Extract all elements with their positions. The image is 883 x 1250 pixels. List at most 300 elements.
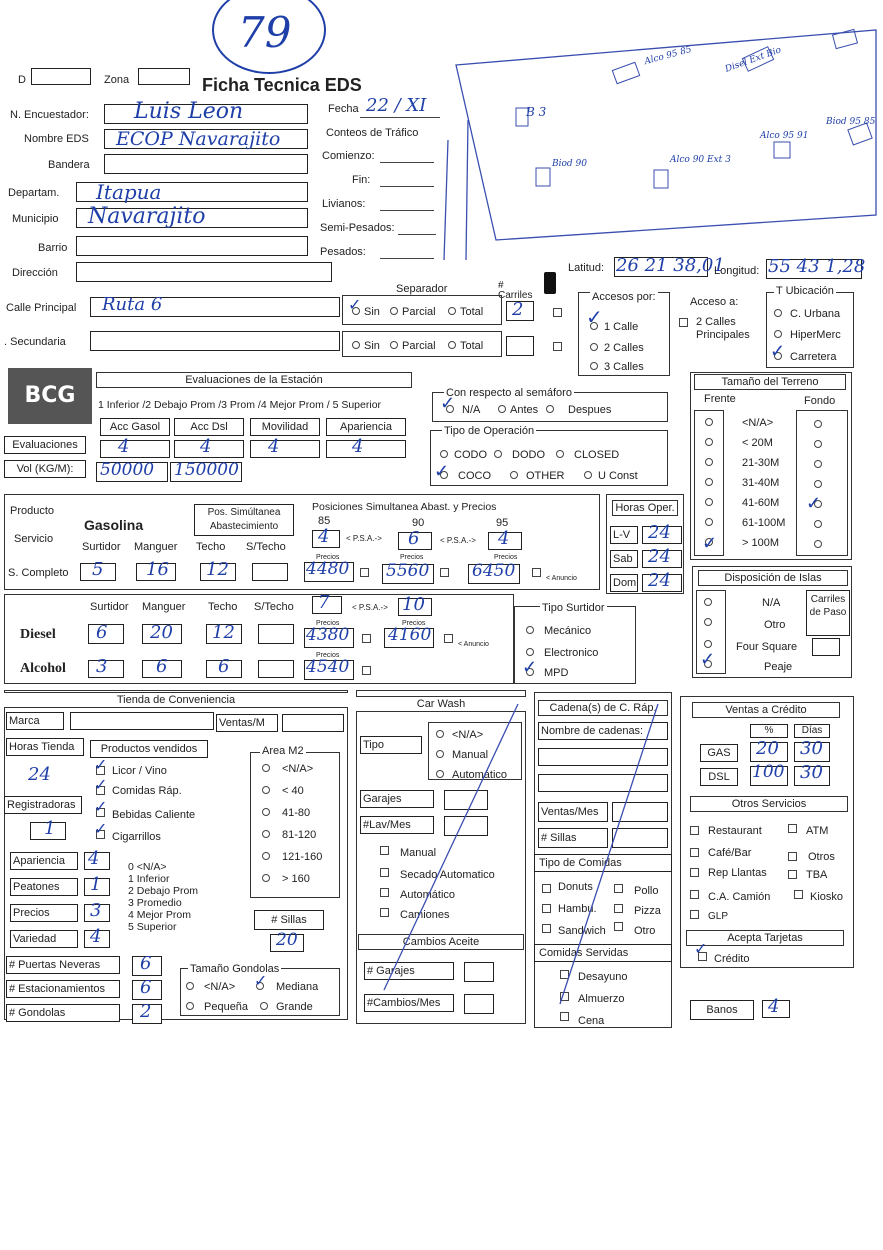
sillas-label: # Sillas — [254, 910, 324, 930]
gondolas-value: 2 — [140, 1001, 152, 1022]
credito-title: Ventas a Crédito — [692, 702, 840, 718]
horas-sab-label: Sab — [610, 550, 638, 568]
area-option-label: 121-160 — [282, 851, 323, 863]
alcohol-precio-value: 4540 — [306, 657, 350, 677]
terreno-fondo-radio[interactable] — [814, 440, 822, 448]
op-codo-radio[interactable] — [440, 450, 448, 458]
terreno-frente-radio[interactable] — [705, 518, 713, 526]
zona-field[interactable] — [138, 68, 190, 85]
cigarrillos-label: Cigarrillos — [112, 831, 161, 843]
acceso-2-label: 2 Calles — [604, 342, 644, 354]
op-dodo-label: DODO — [512, 449, 545, 461]
id-label: D — [18, 74, 26, 86]
escala-item: 3 Promedio — [128, 897, 182, 909]
evaluaciones-row-label: Evaluaciones — [4, 436, 86, 454]
pesados-label: Pesados: — [320, 246, 366, 258]
servicio-label: Servicio — [14, 533, 54, 545]
credito-dias-label: Días — [794, 724, 830, 738]
bandera-label: Bandera — [48, 159, 90, 171]
gas-precio-85-value: 4480 — [306, 559, 350, 579]
gondolas-label: # Gondolas — [6, 1004, 120, 1022]
escala-item: 4 Mejor Prom — [128, 909, 192, 921]
otros-title: Otros Servicios — [690, 796, 848, 812]
anuncio-label: < Anuncio — [546, 575, 577, 582]
terreno-frente-radio[interactable] — [705, 478, 713, 486]
eval-value-0[interactable] — [100, 436, 170, 458]
latitud-value: 26 21 38,01 — [616, 255, 725, 276]
gas-anuncio-95[interactable] — [532, 568, 541, 577]
operacion-title: Tipo de Operación — [444, 425, 535, 437]
credito-dsl-label: DSL — [700, 768, 738, 786]
variedad-value: 4 — [90, 926, 102, 947]
area-option-label: 81-120 — [282, 829, 317, 841]
area-radio[interactable] — [262, 852, 270, 860]
precios-label: Precios — [316, 620, 340, 627]
horas-dom-label: Dom — [610, 574, 638, 592]
diesel-manguer-col: Manguer — [142, 601, 186, 613]
ubic-urbana-label: C. Urbana — [790, 308, 841, 320]
cambios-garajes-label: # Garajes — [364, 962, 454, 980]
bebidas-label: Bebidas Caliente — [112, 809, 196, 821]
diesel-stecho-field[interactable] — [258, 624, 294, 644]
horas-lv-label: L-V — [610, 526, 638, 544]
scompleto-label: S. Completo — [8, 567, 69, 579]
terreno-frente-radio[interactable] — [705, 418, 713, 426]
cambios-title: Cambios Aceite — [358, 934, 524, 950]
surtidor-mec-radio[interactable] — [526, 626, 534, 634]
acceso-a-label: Acceso a: — [690, 296, 739, 308]
op-closed-radio[interactable] — [556, 450, 564, 458]
escala-item: 5 Superior — [128, 921, 177, 933]
camion-label: C.A. Camión — [708, 891, 771, 903]
fecha-value: 22 / XI — [366, 95, 427, 116]
terreno-option-label: 41-60M — [742, 497, 780, 509]
diesel-surtidor-value: 6 — [96, 622, 108, 643]
acceso-3-radio[interactable] — [590, 362, 598, 370]
sep2-parcial-radio[interactable] — [390, 341, 398, 349]
op-codo-label: CODO — [454, 449, 487, 461]
estac-label: # Estacionamientos — [6, 980, 120, 998]
donuts-label: Donuts — [558, 881, 593, 893]
sep-total-label: Total — [460, 306, 484, 318]
precios-label: Precios — [316, 652, 340, 659]
precios-label: Precios — [316, 554, 340, 561]
livianos-label: Livianos: — [322, 198, 366, 210]
pos-sim-box: Pos. Simúltanea Abastecimiento — [194, 504, 294, 536]
tam-pequena-radio[interactable] — [186, 1002, 194, 1010]
terreno-option-label: 21-30M — [742, 457, 780, 469]
cw-auto-label: Automático — [452, 769, 508, 781]
carwash-title: Car Wash — [356, 696, 526, 712]
cadena-tipo-label: Tipo de Comidas — [534, 854, 672, 872]
otros-label: Otros — [808, 851, 835, 863]
cw-na-label: <N/A> — [452, 729, 484, 741]
credito-dsl-pct-value: 100 — [752, 762, 785, 782]
acceso-principales-check[interactable] — [679, 318, 688, 327]
precios-label: Precios — [400, 554, 424, 561]
escala-item: 1 Inferior — [128, 873, 170, 885]
area-option-label: > 160 — [282, 873, 310, 885]
semi-label: Semi-Pesados: — [320, 222, 395, 234]
terreno-fondo-radio[interactable] — [814, 460, 822, 468]
credito-dsl-dias-value: 30 — [800, 762, 823, 783]
tienda-title: Tienda de Conveniencia — [4, 692, 348, 708]
psa-label: < P.S.A.-> — [346, 534, 382, 543]
cena-check[interactable] — [560, 1012, 569, 1021]
tienda-marca-label: Marca — [6, 712, 64, 730]
bandera-field[interactable] — [104, 154, 308, 174]
islas-otro-label: Otro — [764, 619, 786, 631]
semaforo-title: Con respecto al semáforo — [446, 387, 572, 399]
eval-value-2[interactable] — [250, 436, 320, 458]
sep-total-radio[interactable] — [448, 307, 456, 315]
evaluaciones-scale: 1 Inferior /2 Debajo Prom /3 Prom /4 Mejor Prom / 5 Superior — [98, 399, 382, 411]
departam-label: Departam. — [8, 187, 60, 199]
escala-item: 2 Debajo Prom — [128, 885, 199, 897]
precios-t-label: Precios — [10, 904, 78, 922]
precios-label: Precios — [402, 620, 426, 627]
diesel-surtidor-col: Surtidor — [90, 601, 129, 613]
area-option-label: 41-80 — [282, 807, 311, 819]
semaforo-antes-label: Antes — [510, 404, 539, 416]
terreno-frente-radio[interactable] — [705, 498, 713, 506]
registradoras-value: 1 — [44, 818, 56, 839]
tam-grande-radio[interactable] — [260, 1002, 268, 1010]
islas-peaje-label: Peaje — [764, 661, 793, 673]
eval-col-2: Movilidad — [250, 418, 320, 436]
terreno-fondo-radio[interactable] — [814, 540, 822, 548]
op-other-label: OTHER — [526, 470, 565, 482]
ubic-carretera-label: Carretera — [790, 351, 837, 363]
carriles-field-2[interactable] — [506, 336, 534, 356]
terreno-title: Tamaño del Terreno — [694, 374, 846, 390]
diesel-stecho-col: S/Techo — [254, 601, 294, 613]
producto-label: Producto — [10, 505, 55, 517]
area-radio[interactable] — [262, 808, 270, 816]
acceso-2-radio[interactable] — [590, 343, 598, 351]
psa-label: < P.S.A.-> — [352, 603, 388, 612]
nombre-label: Nombre EDS — [24, 133, 89, 145]
sep2-sin-label: Sin — [364, 340, 380, 352]
tam-mediana-label: Mediana — [276, 981, 319, 993]
tba-check[interactable] — [788, 870, 797, 879]
terreno-frente-radio[interactable] — [705, 438, 713, 446]
gas-surtidor-value: 5 — [92, 559, 104, 580]
op-uconst-radio[interactable] — [584, 471, 592, 479]
horas-dom-value: 24 — [648, 570, 671, 591]
registradoras-label: Registradoras — [4, 796, 82, 814]
kiosko-check[interactable] — [794, 890, 803, 899]
terreno-option-label: <N/A> — [742, 417, 774, 429]
semaforo-despues-label: Despues — [568, 404, 612, 416]
kiosko-label: Kiosko — [810, 891, 844, 903]
acceso-1-label: 1 Calle — [604, 321, 639, 333]
sketch-note: Biod 90 — [552, 159, 587, 169]
diesel-label: Diesel — [20, 627, 56, 642]
tienda-horas-value: 24 — [28, 764, 51, 785]
cambios-mes-label: #Cambios/Mes — [364, 994, 454, 1012]
terreno-frente-label: Frente — [704, 393, 736, 405]
area-radio[interactable] — [262, 874, 270, 882]
eval-value-1-text: 4 — [200, 436, 212, 457]
encuestador-label: N. Encuestador: — [10, 109, 89, 121]
sep-parcial-label: Parcial — [402, 306, 436, 318]
diesel-anuncio-1[interactable] — [362, 634, 371, 643]
longitud-label: Longitud: — [714, 265, 760, 277]
barrio-label: Barrio — [38, 242, 68, 254]
cw-manual-label: Manual — [452, 749, 489, 761]
carwash-strike — [360, 700, 530, 1000]
alcohol-surtidor-value: 3 — [96, 656, 108, 677]
terreno-option-label: > 100M — [742, 537, 779, 549]
separador-label: Separador — [396, 283, 448, 295]
cadena-sillas-label: # Sillas — [538, 828, 608, 848]
restaurant-check[interactable] — [690, 826, 699, 835]
nombre-value: ECOP Navarajito — [116, 128, 281, 150]
diesel-anuncio-2[interactable] — [444, 634, 453, 643]
carriles-label: # Carriles — [498, 280, 533, 301]
cw-c-manual-label: Manual — [400, 847, 437, 859]
municipio-label: Municipio — [12, 213, 59, 225]
sep-sin-label: Sin — [364, 306, 380, 318]
sep2-sin-radio[interactable] — [352, 341, 360, 349]
traffic-light-icon — [544, 272, 556, 294]
horas-lv-value: 24 — [648, 522, 671, 543]
pollo-label: Pollo — [634, 885, 659, 897]
sketch-note: Biod 95 85 — [826, 117, 876, 127]
sketch-note: B 3 — [526, 105, 547, 119]
eval-col-3: Apariencia — [326, 418, 406, 436]
islas-na-radio[interactable] — [704, 598, 712, 606]
eval-col-1: Acc Dsl — [174, 418, 244, 436]
sketch-note: Alco 95 85 — [643, 44, 693, 68]
surtidor-elec-radio[interactable] — [526, 648, 534, 656]
psa-label: < P.S.A.-> — [440, 536, 476, 545]
surtidor-elec-label: Electronico — [544, 647, 599, 659]
tienda-productos-label: Productos vendidos — [90, 740, 208, 758]
calle-principal-label: Calle Principal — [6, 302, 77, 314]
gas-stecho-field[interactable] — [252, 563, 288, 581]
cafe-check[interactable] — [690, 848, 699, 857]
calle-secundaria-field[interactable] — [90, 331, 340, 351]
op-uconst-label: U Const — [598, 470, 638, 482]
gas-pos-95-value: 4 — [498, 528, 510, 549]
islas-carriles-field[interactable] — [812, 638, 840, 656]
atm-label: ATM — [806, 825, 829, 837]
calle-check-2[interactable] — [553, 342, 562, 351]
cadena-servidas-label: Comidas Servidas — [534, 944, 672, 962]
vol-value-1: 150000 — [174, 460, 239, 480]
precios-label: Precios — [494, 554, 518, 561]
tienda-ventas-field[interactable] — [282, 714, 344, 732]
surtidor-mpd-label: MPD — [544, 667, 569, 679]
gas-precio-90-value: 5560 — [386, 561, 430, 581]
cadena-strike — [534, 700, 674, 1010]
alcohol-stecho-field[interactable] — [258, 660, 294, 678]
page-title: Ficha Tecnica EDS — [202, 75, 362, 95]
op-dodo-radio[interactable] — [494, 450, 502, 458]
terreno-fondo-radio[interactable] — [814, 420, 822, 428]
islas-title: Disposición de Islas — [698, 570, 848, 586]
cw-automatico-label: Automático — [400, 889, 456, 901]
cadena-title: Cadena(s) de C. Ráp. — [538, 700, 668, 716]
eval-value-3-text: 4 — [352, 436, 364, 457]
eval-value-3[interactable] — [326, 436, 406, 458]
cadena-ventas-label: Ventas/Mes — [538, 802, 608, 822]
credito-gas-label: GAS — [700, 744, 738, 762]
cw-lav-label: #Lav/Mes — [360, 816, 434, 834]
gas-pos-85-value: 4 — [318, 526, 330, 547]
otro-label: Otro — [634, 925, 656, 937]
cena-label: Cena — [578, 1015, 605, 1027]
calle-secundaria-label: . Secundaria — [4, 336, 66, 348]
diesel-pos-1-value: 7 — [318, 592, 330, 613]
direccion-field[interactable] — [76, 262, 332, 282]
id-field[interactable] — [31, 68, 91, 85]
glp-check[interactable] — [690, 910, 699, 919]
carwash-tipo-label: Tipo — [360, 736, 422, 754]
semaforo-na-label: N/A — [462, 404, 481, 416]
evaluaciones-title: Evaluaciones de la Estación — [96, 372, 412, 388]
tarjetas-title: Acepta Tarjetas — [686, 930, 844, 946]
gasolina-label: Gasolina — [84, 517, 144, 533]
variedad-label: Variedad — [10, 930, 78, 948]
terreno-option-label: 61-100M — [742, 517, 786, 529]
diesel-techo-col: Techo — [208, 601, 238, 613]
manguer-col: Manguer — [134, 541, 178, 553]
cw-camiones-label: Camiones — [400, 909, 450, 921]
diesel-pos-2-value: 10 — [402, 594, 425, 615]
area-option-label: < 40 — [282, 785, 304, 797]
banos-label: Banos — [690, 1000, 754, 1020]
estac-value: 6 — [140, 977, 152, 998]
gas-anuncio-85[interactable] — [360, 568, 369, 577]
eval-value-2-text: 4 — [268, 436, 280, 457]
comidas-label: Comidas Ráp. — [112, 785, 182, 797]
municipio-value: Navarajito — [88, 204, 206, 229]
semaforo-despues-radio[interactable] — [546, 405, 554, 413]
ubic-hiper-radio[interactable] — [774, 330, 782, 338]
diesel-precio-2-value: 4160 — [388, 625, 432, 645]
fecha-label: Fecha — [328, 103, 359, 115]
surtidor-title: Tipo Surtidor — [542, 602, 605, 614]
alcohol-label: Alcohol — [20, 661, 66, 676]
alcohol-techo-value: 6 — [218, 656, 230, 677]
cafe-label: Café/Bar — [708, 847, 752, 859]
sep2-parcial-label: Parcial — [402, 340, 436, 352]
eval-value-0-text: 4 — [118, 436, 130, 457]
ubic-urbana-radio[interactable] — [774, 309, 782, 317]
vol-label: Vol (KG/M): — [4, 460, 86, 478]
sep2-total-label: Total — [460, 340, 484, 352]
terreno-fondo-radio[interactable] — [814, 480, 822, 488]
encuestador-value: Luis Leon — [134, 99, 244, 124]
credito-pct-label: % — [750, 724, 788, 738]
alcohol-anuncio[interactable] — [362, 666, 371, 675]
almuerzo-label: Almuerzo — [578, 993, 625, 1005]
restaurant-label: Restaurant — [708, 825, 762, 837]
precios-t-value: 3 — [90, 900, 102, 921]
op-coco-label: COCO — [458, 470, 491, 482]
calle-principal-value: Ruta 6 — [102, 294, 163, 315]
credito-gas-dias-value: 30 — [800, 738, 823, 759]
anuncio-label: < Anuncio — [458, 641, 489, 648]
gas-anuncio-90[interactable] — [440, 568, 449, 577]
islas-four-label: Four Square — [736, 641, 798, 653]
diesel-techo-value: 12 — [212, 622, 235, 643]
ubicacion-title: T Ubicación — [776, 285, 834, 297]
terreno-fondo-label: Fondo — [804, 395, 836, 407]
area-option-label: <N/A> — [282, 763, 314, 775]
apariencia-value: 4 — [88, 848, 100, 869]
area-radio[interactable] — [262, 764, 270, 772]
camion-check[interactable] — [690, 890, 699, 899]
surtidor-mec-label: Mecánico — [544, 625, 592, 637]
puertas-label: # Puertas Neveras — [6, 956, 120, 974]
diesel-manguer-value: 20 — [150, 622, 173, 643]
sketch-note: Alco 90 Ext 3 — [670, 155, 731, 165]
sillas-value: 20 — [276, 930, 298, 950]
tienda-ventas-label: Ventas/M — [216, 714, 278, 732]
terreno-frente-radio[interactable] — [705, 458, 713, 466]
gas-precio-95-value: 6450 — [472, 561, 516, 581]
area-radio[interactable] — [262, 830, 270, 838]
credito-label: Crédito — [714, 953, 750, 965]
islas-carriles-label: Carriles de Paso — [806, 590, 850, 636]
area-radio[interactable] — [262, 786, 270, 794]
tienda-horas-label: Horas Tienda — [6, 738, 84, 756]
latitud-label: Latitud: — [568, 262, 605, 274]
terreno-fondo-radio[interactable] — [814, 520, 822, 528]
otros-check[interactable] — [788, 852, 797, 861]
peatones-label: Peatones — [10, 878, 78, 896]
islas-four-radio[interactable] — [704, 640, 712, 648]
atm-check[interactable] — [788, 824, 797, 833]
surtidor-col: Surtidor — [82, 541, 121, 553]
llantas-label: Rep Llantas — [708, 867, 767, 879]
islas-otro-radio[interactable] — [704, 618, 712, 626]
sep2-total-radio[interactable] — [448, 341, 456, 349]
doc-number-value: 79 — [238, 8, 292, 57]
ubic-hiper-label: HiperMerc — [790, 329, 841, 341]
eval-col-0: Acc Gasol — [100, 418, 170, 436]
bcg-logo: BCG — [8, 368, 92, 424]
peatones-value: 1 — [90, 874, 102, 895]
tam-pequena-label: Pequeña — [204, 1001, 249, 1013]
departam-value: Itapua — [96, 180, 162, 204]
acceso-3-label: 3 Calles — [604, 361, 644, 373]
calle-check-1[interactable] — [553, 308, 562, 317]
llantas-check[interactable] — [690, 868, 699, 877]
gas-techo-value: 12 — [206, 559, 229, 580]
escala-item: 0 <N/A> — [128, 861, 167, 873]
acceso-principales-label: 2 Calles Principales — [696, 316, 750, 341]
tienda-marca-field[interactable] — [70, 712, 214, 730]
banos-value: 4 — [768, 996, 780, 1017]
semaforo-antes-radio[interactable] — [498, 405, 506, 413]
diesel-precio-1-value: 4380 — [306, 625, 350, 645]
tam-grande-label: Grande — [276, 1001, 313, 1013]
stecho-col: S/Techo — [246, 541, 286, 553]
sketch-note: Disel Ext Bio — [723, 45, 783, 75]
tam-na-radio[interactable] — [186, 982, 194, 990]
licor-label: Licor / Vino — [112, 765, 167, 777]
longitud-value: 55 43 1,28 — [768, 256, 866, 277]
pos-sim2-label: Posiciones Simultanea Abast. y Precios — [312, 501, 497, 513]
sep-parcial-radio[interactable] — [390, 307, 398, 315]
op-other-radio[interactable] — [510, 471, 518, 479]
barrio-field[interactable] — [76, 236, 308, 256]
